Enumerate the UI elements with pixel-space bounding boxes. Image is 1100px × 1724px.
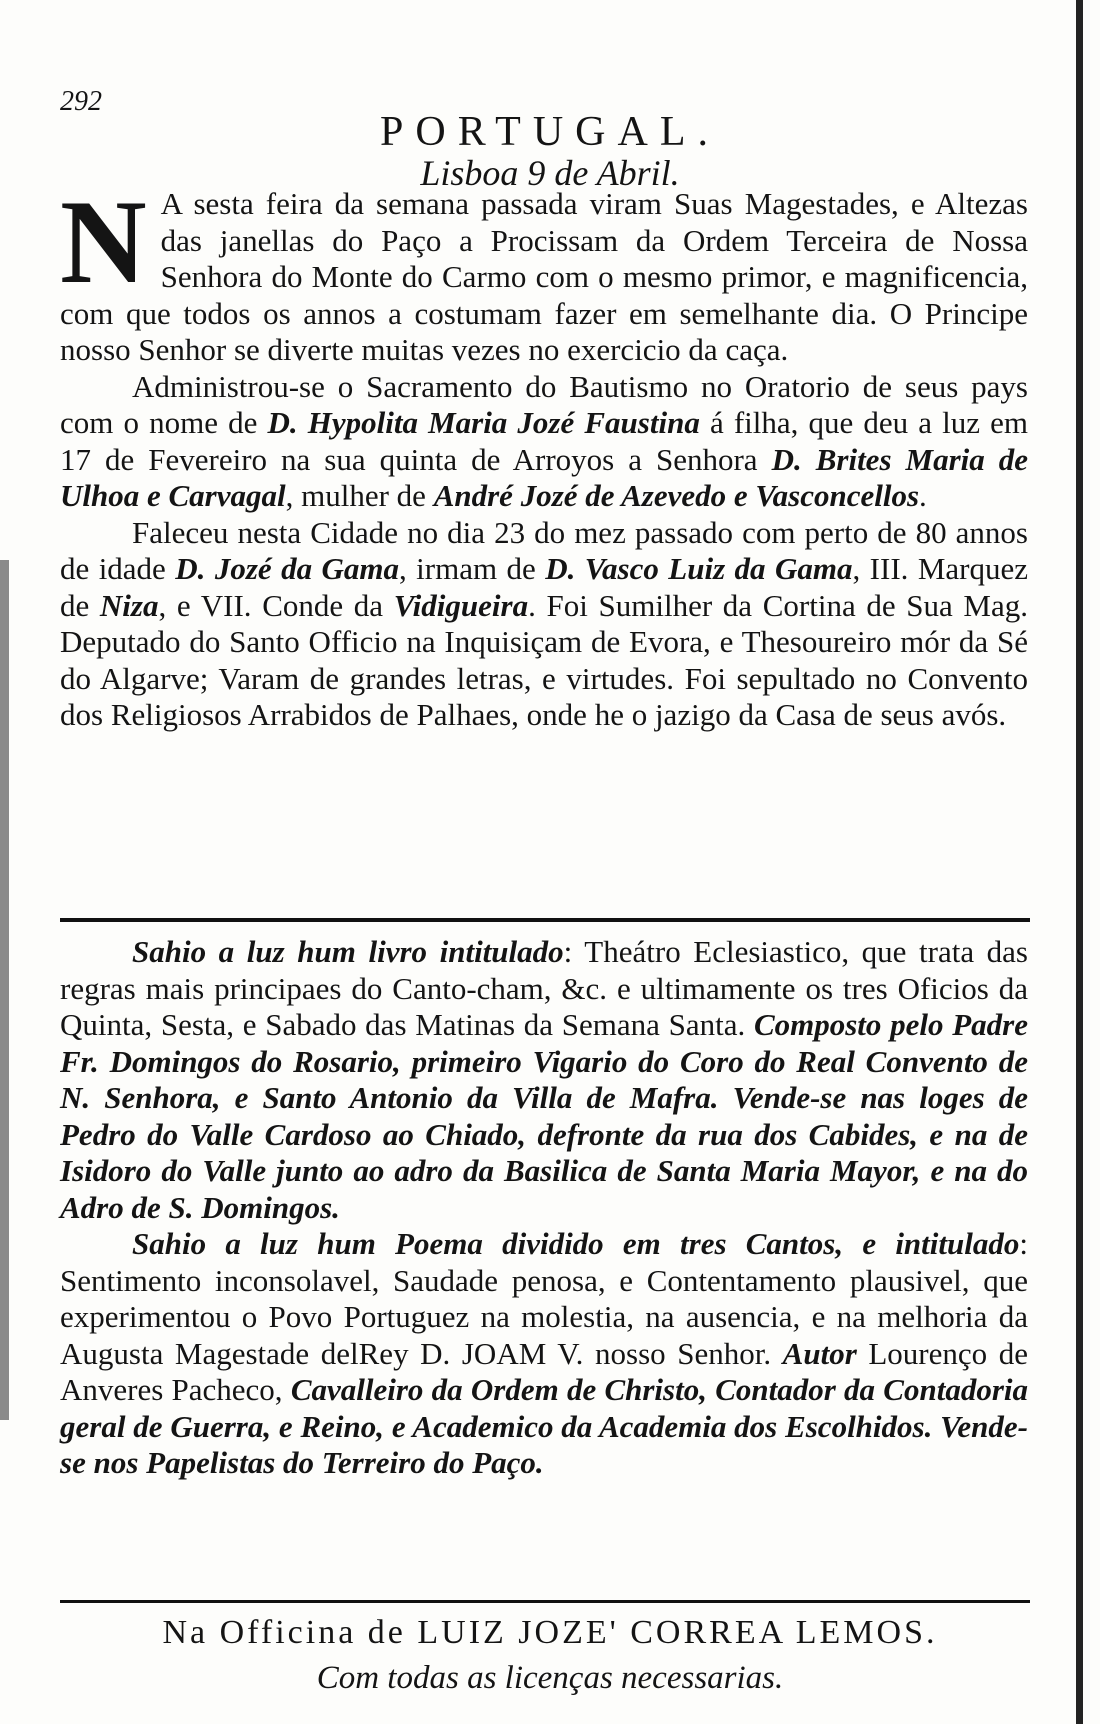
notice-details: Composto pelo Padre Fr. Domingos do Rosario, primeiro Vigario do Coro do Real Convento de N. Senhora, e Santo Antonio da Villa de Mafra. Vende-se nas loges de Pedro do Valle Cardoso ao Chiado, defronte da rua dos Cabides, e na de Isidoro do Valle junto ao adro da Basilica de Santa Maria Mayor, e na do Adro de S. Domingos. xyxy=(60,1007,1028,1225)
paragraph-text: , mulher de xyxy=(285,478,434,513)
paragraph-text: , irmam de xyxy=(399,551,546,586)
news-paragraph-3 xyxy=(60,515,1028,734)
binding-shadow xyxy=(0,560,9,1420)
news-column xyxy=(60,175,1028,734)
notice-lead: Sahio a luz hum Poema dividido em tres Cantos, e intitulado xyxy=(132,1226,1020,1261)
news-paragraph-2 xyxy=(60,369,1028,515)
brother-name: D. Vasco Luiz da Gama xyxy=(545,551,853,586)
place-name: Vidigueira xyxy=(393,587,529,623)
licence-note: Com todas as licenças necessarias. xyxy=(316,1660,784,1696)
paragraph-text: Lourenço de Anveres Pacheco, xyxy=(60,1335,1028,1407)
page-number: 292 xyxy=(60,86,102,117)
paragraph-text: : Theátro Eclesiastico, que trata das regras mais principaes do Canto-cham, &c. e ultimamente os tres Oficios da Quinta, Sesta, e Sabado das Matinas da Semana Santa. xyxy=(60,934,1028,1042)
footer-divider xyxy=(60,1600,1030,1603)
paragraph-text: á filha, que deu a luz em 17 de Fevereiro na sua quinta de Arroyos a Senhora xyxy=(60,405,1028,477)
paragraph-text: , e VII. Conde da xyxy=(158,587,394,623)
page-edge-shadow xyxy=(1076,0,1083,1724)
section-divider xyxy=(60,918,1030,922)
dateline: Lisboa 9 de Abril. xyxy=(420,153,680,193)
book-notice-2 xyxy=(60,1226,1028,1482)
section-title: PORTUGAL. xyxy=(380,109,720,155)
notice-lead: Sahio a luz hum livro intitulado xyxy=(132,934,564,969)
father-name: André Jozé de Azevedo e Vasconcellos xyxy=(433,478,920,513)
deceased-name: D. Jozé da Gama xyxy=(175,551,399,586)
paragraph-text: . Foi Sumilher da Cortina de Sua Mag. Deputado do Santo Officio na Inquisiçam de Evora, e Thesoureiro mór da Sé do Algarve; Varam de grandes letras, e virtudes. Foi sepultado no Convento dos Religiosos Arrabidos de Palhaes, onde he o jazigo da Casa de seus avós. xyxy=(60,587,1028,732)
printer-imprint: Na Officina de LUIZ JOZE' CORREA LEMOS. xyxy=(162,1614,938,1651)
mother-name: D. Brites Maria de Ulhoa e Carvagal xyxy=(60,441,1028,513)
paragraph-text: Administrou-se o Sacramento do Bautismo no Oratorio de seus pays com o nome de xyxy=(60,368,1028,440)
paragraph-text: Faleceu nesta Cidade no dia 23 do mez passado com perto de 80 annos de idade xyxy=(60,514,1028,586)
author-label: Autor xyxy=(782,1335,857,1371)
book-notice-1 xyxy=(60,934,1028,1226)
place-name: Niza xyxy=(99,587,159,623)
baptised-name: D. Hypolita Maria Jozé Faustina xyxy=(267,405,700,440)
paragraph-text: A sesta feira da semana passada viram Suas Magestades, e Altezas das janellas do Paço a Procissam da Ordem Terceira de Nossa Senhora do Monte do Carmo com o mesmo primor, e magnificencia, com que todos os annos a costumam fazer em semelhante dia. O Principe nosso Senhor se diverte muitas vezes no exercicio da caça. xyxy=(60,186,1028,367)
news-paragraph-1 xyxy=(60,175,1028,369)
paragraph-text: . xyxy=(919,478,927,513)
drop-cap: N xyxy=(60,175,147,308)
notices-column xyxy=(60,934,1028,1482)
paragraph-text: , III. Marquez de xyxy=(60,551,1028,623)
notice-details: Cavalleiro da Ordem de Christo, Contador da Contadoria geral de Guerra, e Reino, e Academico da Academia dos Escolhidos. Vende-se nos Papelistas do Terreiro do Paço. xyxy=(60,1372,1028,1480)
paragraph-text: : Sentimento inconsolavel, Saudade penosa, e Contentamento plausivel, que experimentou o Povo Portuguez na molestia, na ausencia, e na melhoria da Augusta Magestade delRey D. JOAM V. nosso Senhor. xyxy=(60,1226,1028,1371)
